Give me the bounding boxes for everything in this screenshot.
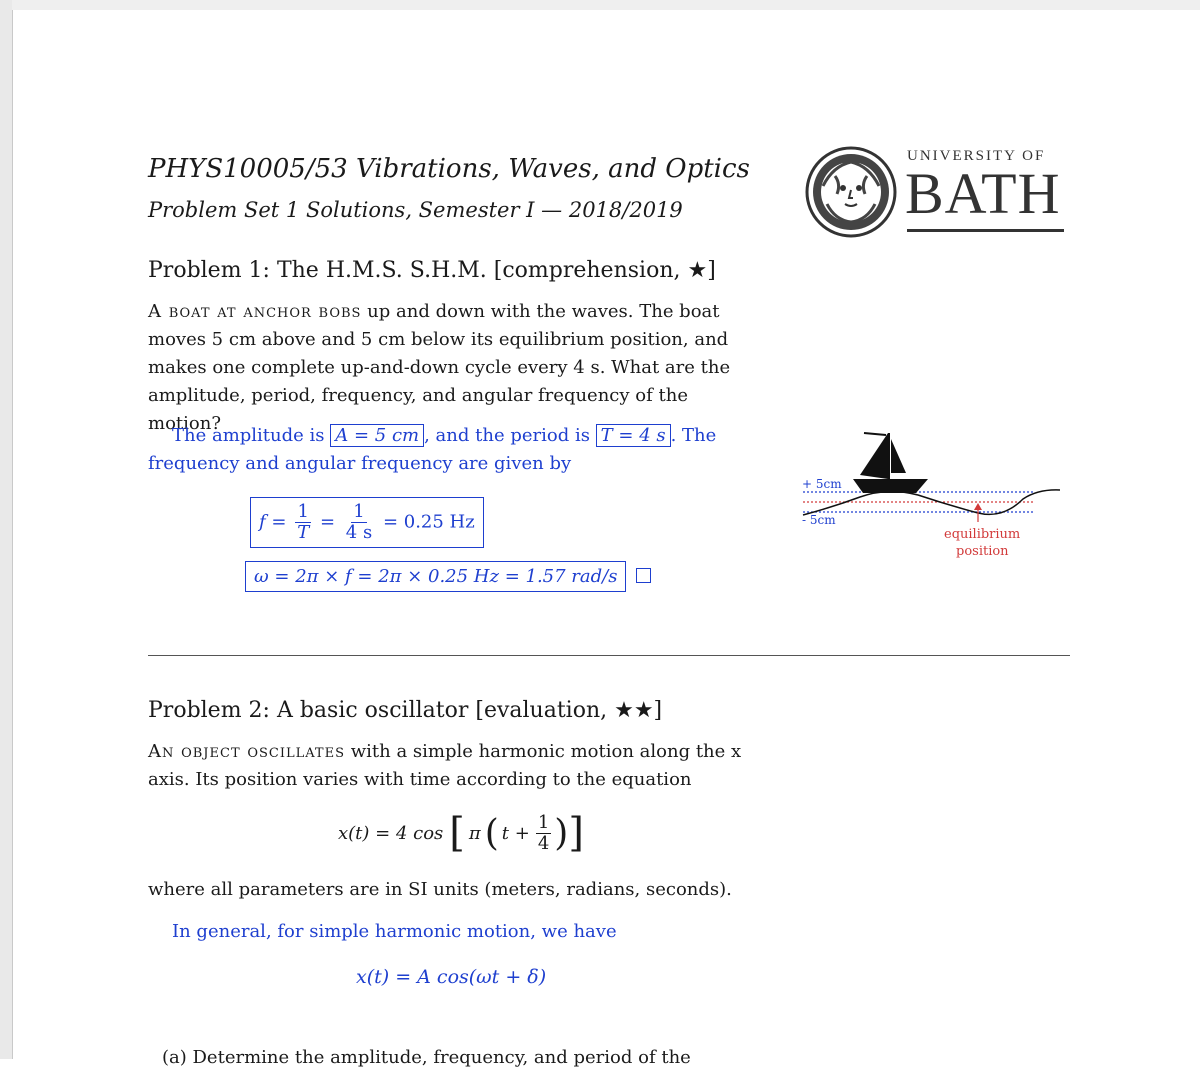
position-label: position	[956, 544, 1009, 559]
problem1-text	[148, 298, 758, 438]
angular-frequency-equation-box	[245, 561, 626, 592]
frac-num: 1	[297, 501, 309, 522]
problem1-solution	[148, 422, 728, 478]
logo-underline	[907, 229, 1064, 232]
amplitude-answer-box: A = 5 cm	[330, 424, 424, 447]
boat-figure	[798, 425, 1068, 570]
course-title: PHYS10005/53 Vibrations, Waves, and Optics	[148, 154, 750, 184]
bath-seal-icon	[805, 146, 897, 238]
problem2-lead: An object oscillates	[148, 741, 346, 762]
problem2-equation: x(t) = 4 cos [ π ( t + $\frac{1}{4}$ ) ]	[338, 810, 584, 856]
part-a-question: (a) Determine the amplitude, frequency, and period of the	[162, 1047, 691, 1068]
eq-equals: =	[319, 511, 336, 533]
problem2-heading: Problem 2: A basic oscillator [evaluation, ★★]	[148, 698, 663, 723]
frac-den: 4 s	[345, 522, 373, 543]
eq-f-rhs: = 0.25 Hz	[382, 511, 475, 533]
qed-square-icon	[636, 568, 651, 587]
minus-5cm-label: - 5cm	[802, 513, 836, 527]
university-logo	[805, 146, 1070, 238]
omega-equation: ω = 2π × f = 2π × 0.25 Hz = 1.57 rad/s	[245, 561, 626, 592]
general-shm-equation: x(t) = A cos(ωt + δ)	[356, 966, 547, 988]
equilibrium-label: equilibrium	[944, 527, 1021, 542]
problem1-lead: A boat at anchor bobs	[148, 301, 362, 322]
plus-5cm-label: + 5cm	[802, 477, 842, 491]
eq-x-lhs: x(t) = 4 cos	[338, 822, 444, 844]
frequency-equation-box	[250, 497, 484, 548]
frac-den: T	[297, 522, 310, 543]
problem1-heading: Problem 1: The H.M.S. S.H.M. [comprehension, ★]	[148, 258, 716, 283]
solution-text: . The frequency and angular frequency are given by	[148, 425, 717, 474]
boat-wave-diagram	[798, 425, 1068, 570]
frac-num: 1	[537, 811, 550, 833]
logo-text-university-of: UNIVERSITY OF	[907, 148, 1046, 164]
problem-set-subtitle: Problem Set 1 Solutions, Semester I — 2018/2019	[148, 198, 683, 222]
fraction-1-over-4s	[344, 502, 374, 543]
section-divider	[148, 655, 1070, 656]
solution-text: , and the period is	[424, 425, 596, 446]
problem2-text	[148, 738, 748, 794]
eq-t-plus: t +	[501, 822, 530, 844]
page-margin-top	[12, 0, 1200, 10]
logo-text-bath: BATH	[905, 161, 1061, 226]
eq-f-lhs: f =	[259, 511, 287, 533]
period-answer-box: T = 4 s	[596, 424, 671, 447]
problem2-body: with a simple harmonic motion along the x axis. Its position varies with time according to the equation	[148, 741, 742, 790]
solution-text: The amplitude is	[172, 425, 331, 446]
frac-den: 4	[537, 832, 550, 854]
page-margin-left	[0, 0, 13, 1059]
problem2-solution-intro: In general, for simple harmonic motion, we have	[172, 921, 617, 942]
frac-num: 1	[353, 501, 365, 522]
problem1-body: up and down with the waves. The boat moves 5 cm above and 5 cm below its equilibrium position, and makes one complete up-and-down cycle every 4 s. What are the amplitude, period, frequency, and angular frequency of the motion?	[148, 301, 731, 434]
eq-pi: π	[468, 822, 481, 844]
fraction-1-over-T	[295, 502, 311, 543]
si-units-note: where all parameters are in SI units (meters, radians, seconds).	[148, 879, 732, 900]
fraction-1-over-4	[536, 813, 551, 854]
